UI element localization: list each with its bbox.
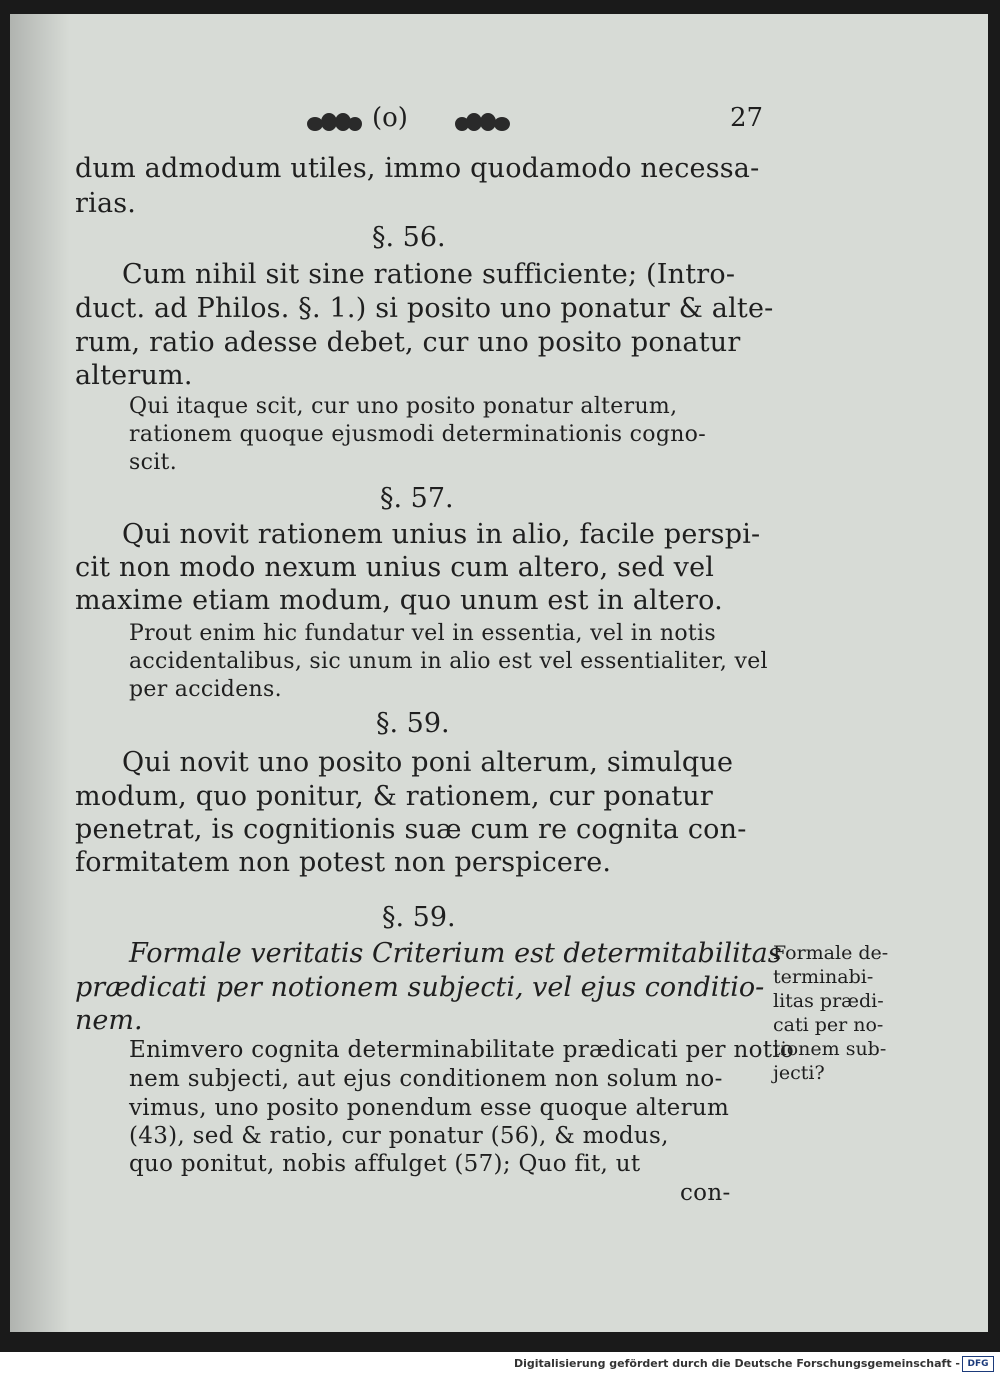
- text-line: maxime etiam modum, quo unum est in altero.: [75, 585, 723, 616]
- margin-note-line: tionem sub-: [773, 1038, 887, 1060]
- margin-note-line: cati per no-: [773, 1014, 884, 1036]
- note-line: accidentalibus, sic unum in alio est vel essentialiter, vel: [129, 649, 768, 674]
- theorem-line: prædicati per notionem subjecti, vel ejus conditio-: [75, 972, 765, 1003]
- note-line: rationem quoque ejusmodi determinationis cogno-: [129, 422, 706, 447]
- margin-note-line: Formale de-: [773, 942, 889, 964]
- note-line: nem subjecti, aut ejus conditionem non solum no-: [129, 1066, 723, 1092]
- theorem-line: Formale veritatis Criterium est determitabilitas: [129, 938, 782, 969]
- section-heading-59a: §. 59.: [376, 708, 450, 739]
- margin-note-line: terminabi-: [773, 966, 874, 988]
- text-line: dum admodum utiles, immo quodamodo necessa-: [75, 153, 760, 184]
- catchword: con-: [680, 1180, 731, 1206]
- note-line: vimus, uno posito ponendum esse quoque alterum: [129, 1095, 730, 1121]
- text-line: modum, quo ponitur, & rationem, cur ponatur: [75, 781, 713, 812]
- note-line: per accidens.: [129, 677, 282, 702]
- margin-note-line: jecti?: [773, 1062, 825, 1084]
- header-ornament-text: (o): [372, 103, 408, 133]
- left-ornament-icon: [305, 108, 365, 134]
- note-line: (43), sed & ratio, cur ponatur (56), & modus,: [129, 1123, 669, 1149]
- text-line: cit non modo nexum unius cum altero, sed vel: [75, 552, 715, 583]
- text-line: Qui novit rationem unius in alio, facile perspi-: [122, 519, 761, 550]
- text-line: rum, ratio adesse debet, cur uno posito ponatur: [75, 327, 741, 358]
- text-line: rias.: [75, 188, 137, 219]
- note-line: Enimvero cognita determinabilitate prædicati per notio: [129, 1037, 795, 1063]
- page-number: 27: [730, 103, 764, 133]
- note-line: quo ponitut, nobis affulget (57); Quo fit, ut: [129, 1151, 641, 1177]
- margin-note: [773, 944, 888, 1083]
- text-line: formitatem non potest non perspicere.: [75, 847, 612, 878]
- text-line: Qui novit uno posito poni alterum, simulque: [122, 747, 734, 778]
- theorem-line: nem.: [75, 1005, 143, 1036]
- margin-note-line: litas prædi-: [773, 990, 884, 1012]
- text-line: penetrat, is cognitionis suæ cum re cognita con-: [75, 814, 747, 845]
- dfg-logo: DFG: [962, 1356, 994, 1372]
- text-line: alterum.: [75, 360, 193, 391]
- footer-bar: [0, 1352, 1000, 1375]
- text-line: Cum nihil sit sine ratione sufficiente; (Intro-: [122, 259, 736, 290]
- section-heading-56: §. 56.: [372, 222, 446, 253]
- footer-credit: Digitalisierung gefördert durch die Deutsche Forschungsgemeinschaft -: [513, 1357, 960, 1370]
- page-gutter-shadow: [10, 14, 70, 1332]
- section-heading-59b: §. 59.: [382, 902, 456, 933]
- section-heading-57: §. 57.: [380, 483, 454, 514]
- note-line: scit.: [129, 450, 177, 475]
- right-ornament-icon: [452, 108, 512, 134]
- note-line: Qui itaque scit, cur uno posito ponatur alterum,: [129, 394, 678, 419]
- text-line: duct. ad Philos. §. 1.) si posito uno ponatur & alte-: [75, 293, 774, 324]
- note-line: Prout enim hic fundatur vel in essentia, vel in notis: [129, 621, 716, 646]
